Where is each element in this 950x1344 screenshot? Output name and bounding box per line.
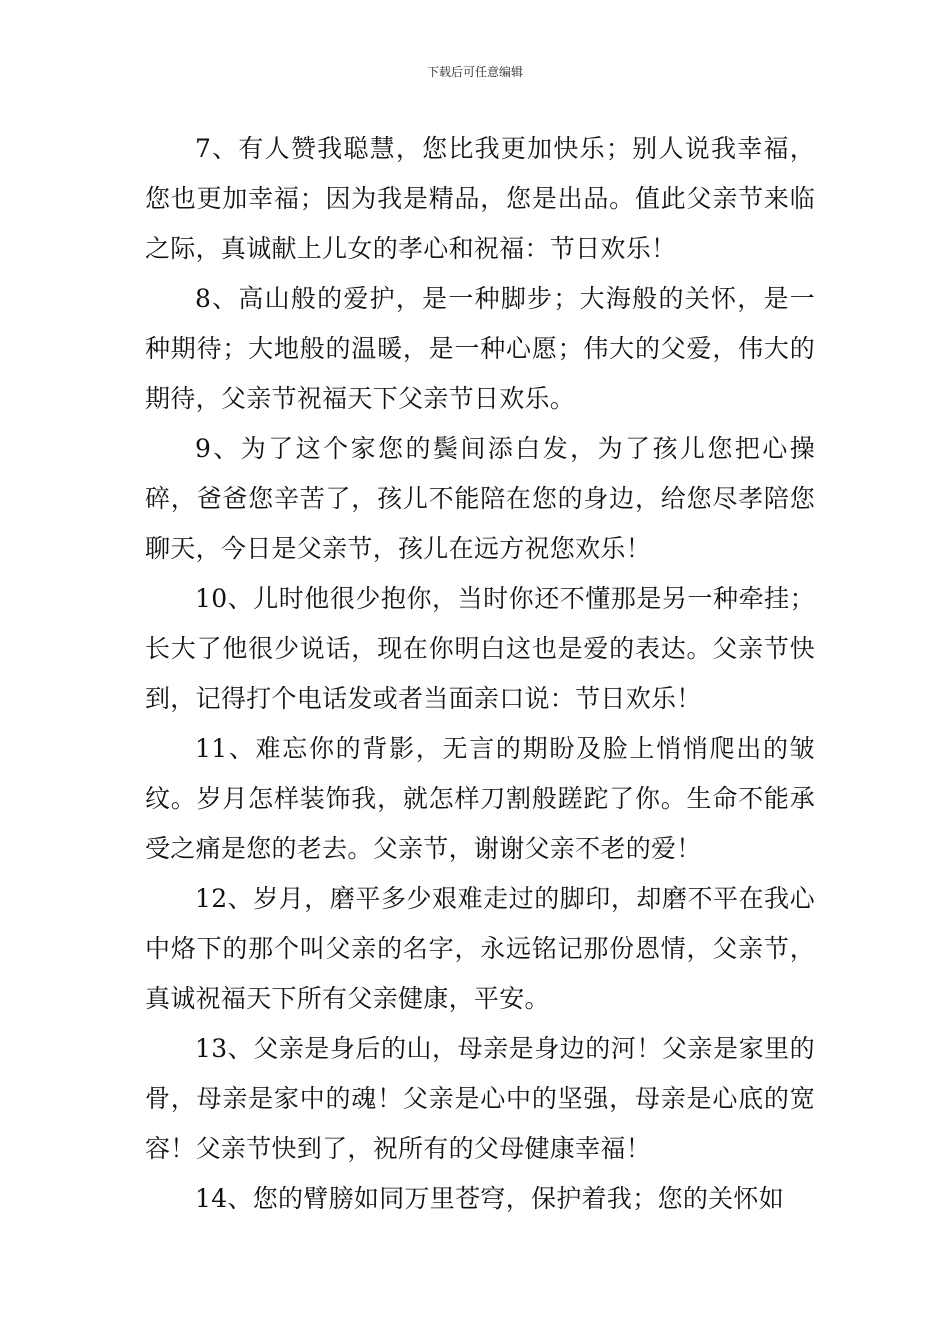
paragraph-14: 14、您的臂膀如同万里苍穹，保护着我；您的关怀如 bbox=[195, 1184, 785, 1213]
paragraph-10: 10、儿时他很少抱你，当时你还不懂那是另一种牵挂；长大了他很少说话，现在你明白这也是爱的表达。父亲节快到，记得打个电话发或者当面亲口说：节日欢乐！ bbox=[145, 584, 815, 713]
paragraph-11: 11、难忘你的背影，无言的期盼及脸上悄悄爬出的皱纹。岁月怎样装饰我，就怎样刀割般蹉跎了你。生命不能承受之痛是您的老去。父亲节，谢谢父亲不老的爱！ bbox=[145, 734, 815, 863]
paragraph-7: 7、有人赞我聪慧，您比我更加快乐；别人说我幸福，您也更加幸福；因为我是精品，您是出品。值此父亲节来临之际，真诚献上儿女的孝心和祝福：节日欢乐！ bbox=[145, 134, 815, 263]
paragraph-8: 8、高山般的爱护，是一种脚步；大海般的关怀，是一种期待；大地般的温暖，是一种心愿；伟大的父爱，伟大的期待，父亲节祝福天下父亲节日欢乐。 bbox=[145, 284, 815, 413]
document-body bbox=[145, 124, 815, 1224]
paragraph-9: 9、为了这个家您的鬓间添白发，为了孩儿您把心操碎，爸爸您辛苦了，孩儿不能陪在您的身边，给您尽孝陪您聊天，今日是父亲节，孩儿在远方祝您欢乐！ bbox=[145, 434, 815, 563]
page-header: 下载后可任意编辑 bbox=[426, 65, 523, 79]
paragraph-12: 12、岁月，磨平多少艰难走过的脚印，却磨不平在我心中烙下的那个叫父亲的名字，永远铭记那份恩情，父亲节，真诚祝福天下所有父亲健康，平安。 bbox=[145, 884, 815, 1013]
paragraph-13: 13、父亲是身后的山，母亲是身边的河！父亲是家里的骨，母亲是家中的魂！父亲是心中的坚强，母亲是心底的宽容！父亲节快到了，祝所有的父母健康幸福！ bbox=[145, 1034, 815, 1163]
